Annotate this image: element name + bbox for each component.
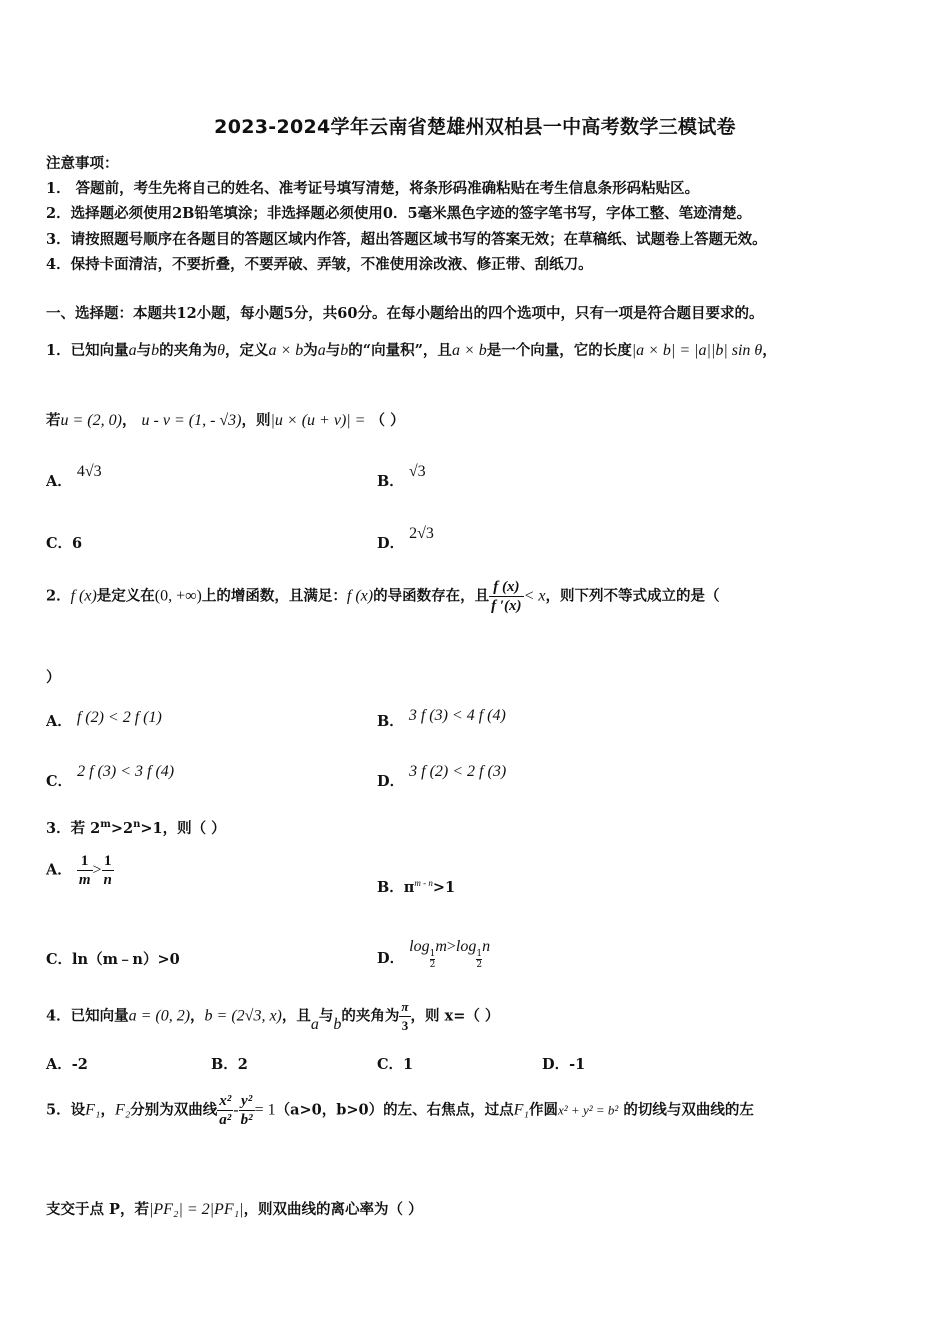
- option-b: B．2: [211, 1056, 248, 1073]
- question-3: 3．若 $2^m>2^n>1$，则（ ）: [46, 819, 226, 837]
- page-title: 2023-2024学年云南省楚雄州双柏县一中高考数学三模试卷: [214, 116, 736, 138]
- option-b: B． 3 f (3) < 4 f (4): [377, 707, 506, 730]
- question-2-close: ）: [46, 669, 61, 686]
- question-4: 4．已知向量a = (0, 2)，b = (2√3, x)，且a与b的夹角为 $\frac{\pi}{3}$ ，则 x=（ ）: [46, 999, 500, 1033]
- question-5-line-1: 5．设F₁，F₂分别为双曲线 $\frac{\text{x²}}{\text{a²}}$ - $\frac{\text{y²}}{\text{b²}}$ = 1（a>0，b>0）的左、右焦点，过点F₁作圆x² + y² = b² 的切线与双曲线的左: [46, 1093, 754, 1128]
- notice-item: 4．保持卡面清洁，不要折叠，不要弄破、弄皱，不准使用涂改液、修正带、刮纸刀。: [46, 256, 593, 273]
- option-d: D． log $\frac{1}{2}$ m>log $\frac{1}{2}$ n: [377, 938, 491, 970]
- notice-item: 1． 答题前，考生先将自己的姓名、准考证号填写清楚，将条形码准确粘贴在考生信息条形码粘贴区。: [46, 180, 700, 197]
- fraction: $\frac{\text{y²}}{\text{b²}}$: [240, 1093, 253, 1128]
- question-1-line-2: 若u = (2, 0)， u - v = (1, - √3)，则|u × (u + v)| = （ ）: [46, 412, 405, 429]
- fraction: $\frac{\text{x²}}{\text{a²}}$: [219, 1093, 232, 1128]
- option-c: C． 2 f (3) < 3 f (4): [46, 763, 175, 790]
- option-a: A． 4√3: [46, 463, 102, 490]
- fraction: $\frac{\pi}{3}$: [401, 999, 409, 1033]
- question-2-line-1: 2．f (x)是定义在(0, +∞)上的增函数，且满足：f (x)的导函数存在，且 $\frac{f (x)}{f '(x)}$ < x，则下列不等式成立的是（: [46, 579, 720, 614]
- option-a: A． $\frac{1}{m}$ > $\frac{1}{n}$: [46, 853, 112, 888]
- notice-heading: 注意事项：: [46, 155, 119, 172]
- notice-item: 3．请按照题号顺序在各题目的答题区域内作答，超出答题区域书写的答案无效；在草稿纸、试题卷上答题无效。: [46, 231, 767, 248]
- option-b: B． √3: [377, 463, 426, 490]
- fraction: $\frac{1}{n}$: [103, 853, 112, 888]
- option-b: B．$\pi^{m - n}>1$: [377, 878, 456, 896]
- option-c: C．ln（m﹣n）>0: [46, 951, 180, 968]
- option-a: A． f (2) < 2 f (1): [46, 709, 162, 730]
- fraction: $\frac{f (x)}{f '(x)}$: [491, 579, 522, 614]
- option-d: D．-1: [542, 1056, 586, 1073]
- option-d: D． 3 f (2) < 2 f (3): [377, 763, 507, 790]
- question-1-line-1: 1．已知向量a与b的夹角为θ，定义a × b为a与b的“向量积”，且a × b是一个向量，它的长度|a × b| = |a||b| sin θ，: [46, 342, 777, 359]
- section-heading: 一、选择题：本题共12小题，每小题5分，共60分。在每小题给出的四个选项中，只有一项是符合题目要求的。: [46, 305, 764, 322]
- question-5-line-2: 支交于点 P，若|PF₂| = 2|PF₁|，则双曲线的离心率为（ ）: [46, 1201, 423, 1218]
- option-d: D． 2√3: [377, 525, 434, 552]
- option-c: C．6: [46, 535, 83, 552]
- option-c: C．1: [377, 1056, 414, 1073]
- notice-item: 2．选择题必须使用2B铅笔填涂；非选择题必须使用0．5毫米黑色字迹的签字笔书写，字体工整、笔迹清楚。: [46, 205, 752, 222]
- fraction: $\frac{1}{m}$: [78, 853, 91, 888]
- option-a: A．-2: [46, 1056, 88, 1073]
